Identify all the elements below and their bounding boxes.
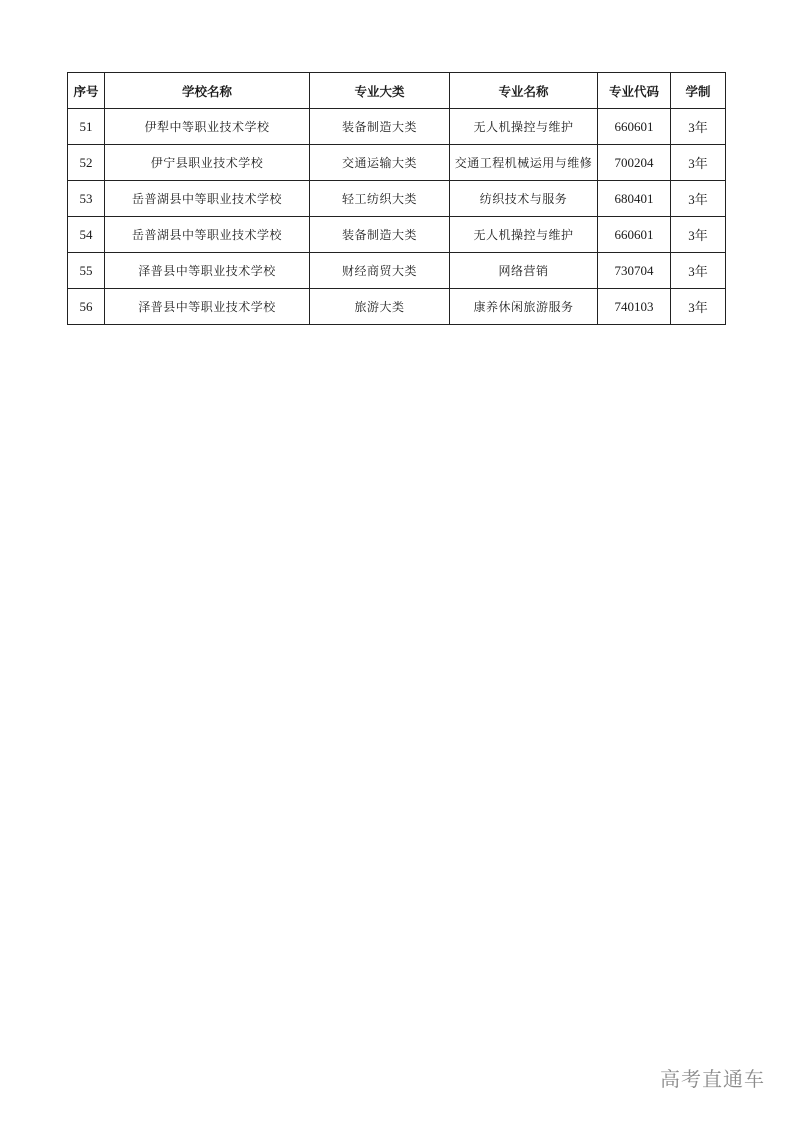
cell-major-code: 660601 (598, 109, 671, 145)
cell-duration: 3年 (671, 181, 726, 217)
table-row (68, 181, 726, 217)
table-row (68, 289, 726, 325)
cell-school-name: 伊宁县职业技术学校 (105, 145, 310, 181)
cell-school-name: 岳普湖县中等职业技术学校 (105, 181, 310, 217)
table-row (68, 109, 726, 145)
header-major-category: 专业大类 (310, 73, 450, 109)
cell-school-name: 岳普湖县中等职业技术学校 (105, 217, 310, 253)
header-major-name: 专业名称 (450, 73, 598, 109)
header-major-code: 专业代码 (598, 73, 671, 109)
cell-duration: 3年 (671, 145, 726, 181)
majors-table (67, 72, 726, 325)
table-row (68, 217, 726, 253)
cell-major-code: 730704 (598, 253, 671, 289)
cell-major-category: 装备制造大类 (310, 217, 450, 253)
cell-index: 52 (68, 145, 105, 181)
cell-major-code: 680401 (598, 181, 671, 217)
cell-school-name: 伊犁中等职业技术学校 (105, 109, 310, 145)
cell-index: 51 (68, 109, 105, 145)
cell-index: 56 (68, 289, 105, 325)
cell-major-category: 财经商贸大类 (310, 253, 450, 289)
cell-index: 55 (68, 253, 105, 289)
cell-major-name: 交通工程机械运用与维修 (450, 145, 598, 181)
table-row (68, 253, 726, 289)
header-index: 序号 (68, 73, 105, 109)
cell-school-name: 泽普县中等职业技术学校 (105, 289, 310, 325)
header-school-name: 学校名称 (105, 73, 310, 109)
cell-school-name: 泽普县中等职业技术学校 (105, 253, 310, 289)
cell-index: 53 (68, 181, 105, 217)
table-header-row (68, 73, 726, 109)
cell-duration: 3年 (671, 289, 726, 325)
cell-major-code: 660601 (598, 217, 671, 253)
cell-major-name: 无人机操控与维护 (450, 109, 598, 145)
cell-major-category: 装备制造大类 (310, 109, 450, 145)
cell-major-category: 旅游大类 (310, 289, 450, 325)
cell-major-name: 无人机操控与维护 (450, 217, 598, 253)
cell-major-code: 740103 (598, 289, 671, 325)
table-row (68, 145, 726, 181)
cell-duration: 3年 (671, 109, 726, 145)
cell-major-category: 轻工纺织大类 (310, 181, 450, 217)
cell-duration: 3年 (671, 217, 726, 253)
cell-major-name: 网络营销 (450, 253, 598, 289)
cell-index: 54 (68, 217, 105, 253)
cell-major-category: 交通运输大类 (310, 145, 450, 181)
cell-major-name: 纺织技术与服务 (450, 181, 598, 217)
header-duration: 学制 (671, 73, 726, 109)
cell-duration: 3年 (671, 253, 726, 289)
cell-major-name: 康养休闲旅游服务 (450, 289, 598, 325)
watermark-text: 高考直通车 (660, 1067, 765, 1091)
cell-major-code: 700204 (598, 145, 671, 181)
